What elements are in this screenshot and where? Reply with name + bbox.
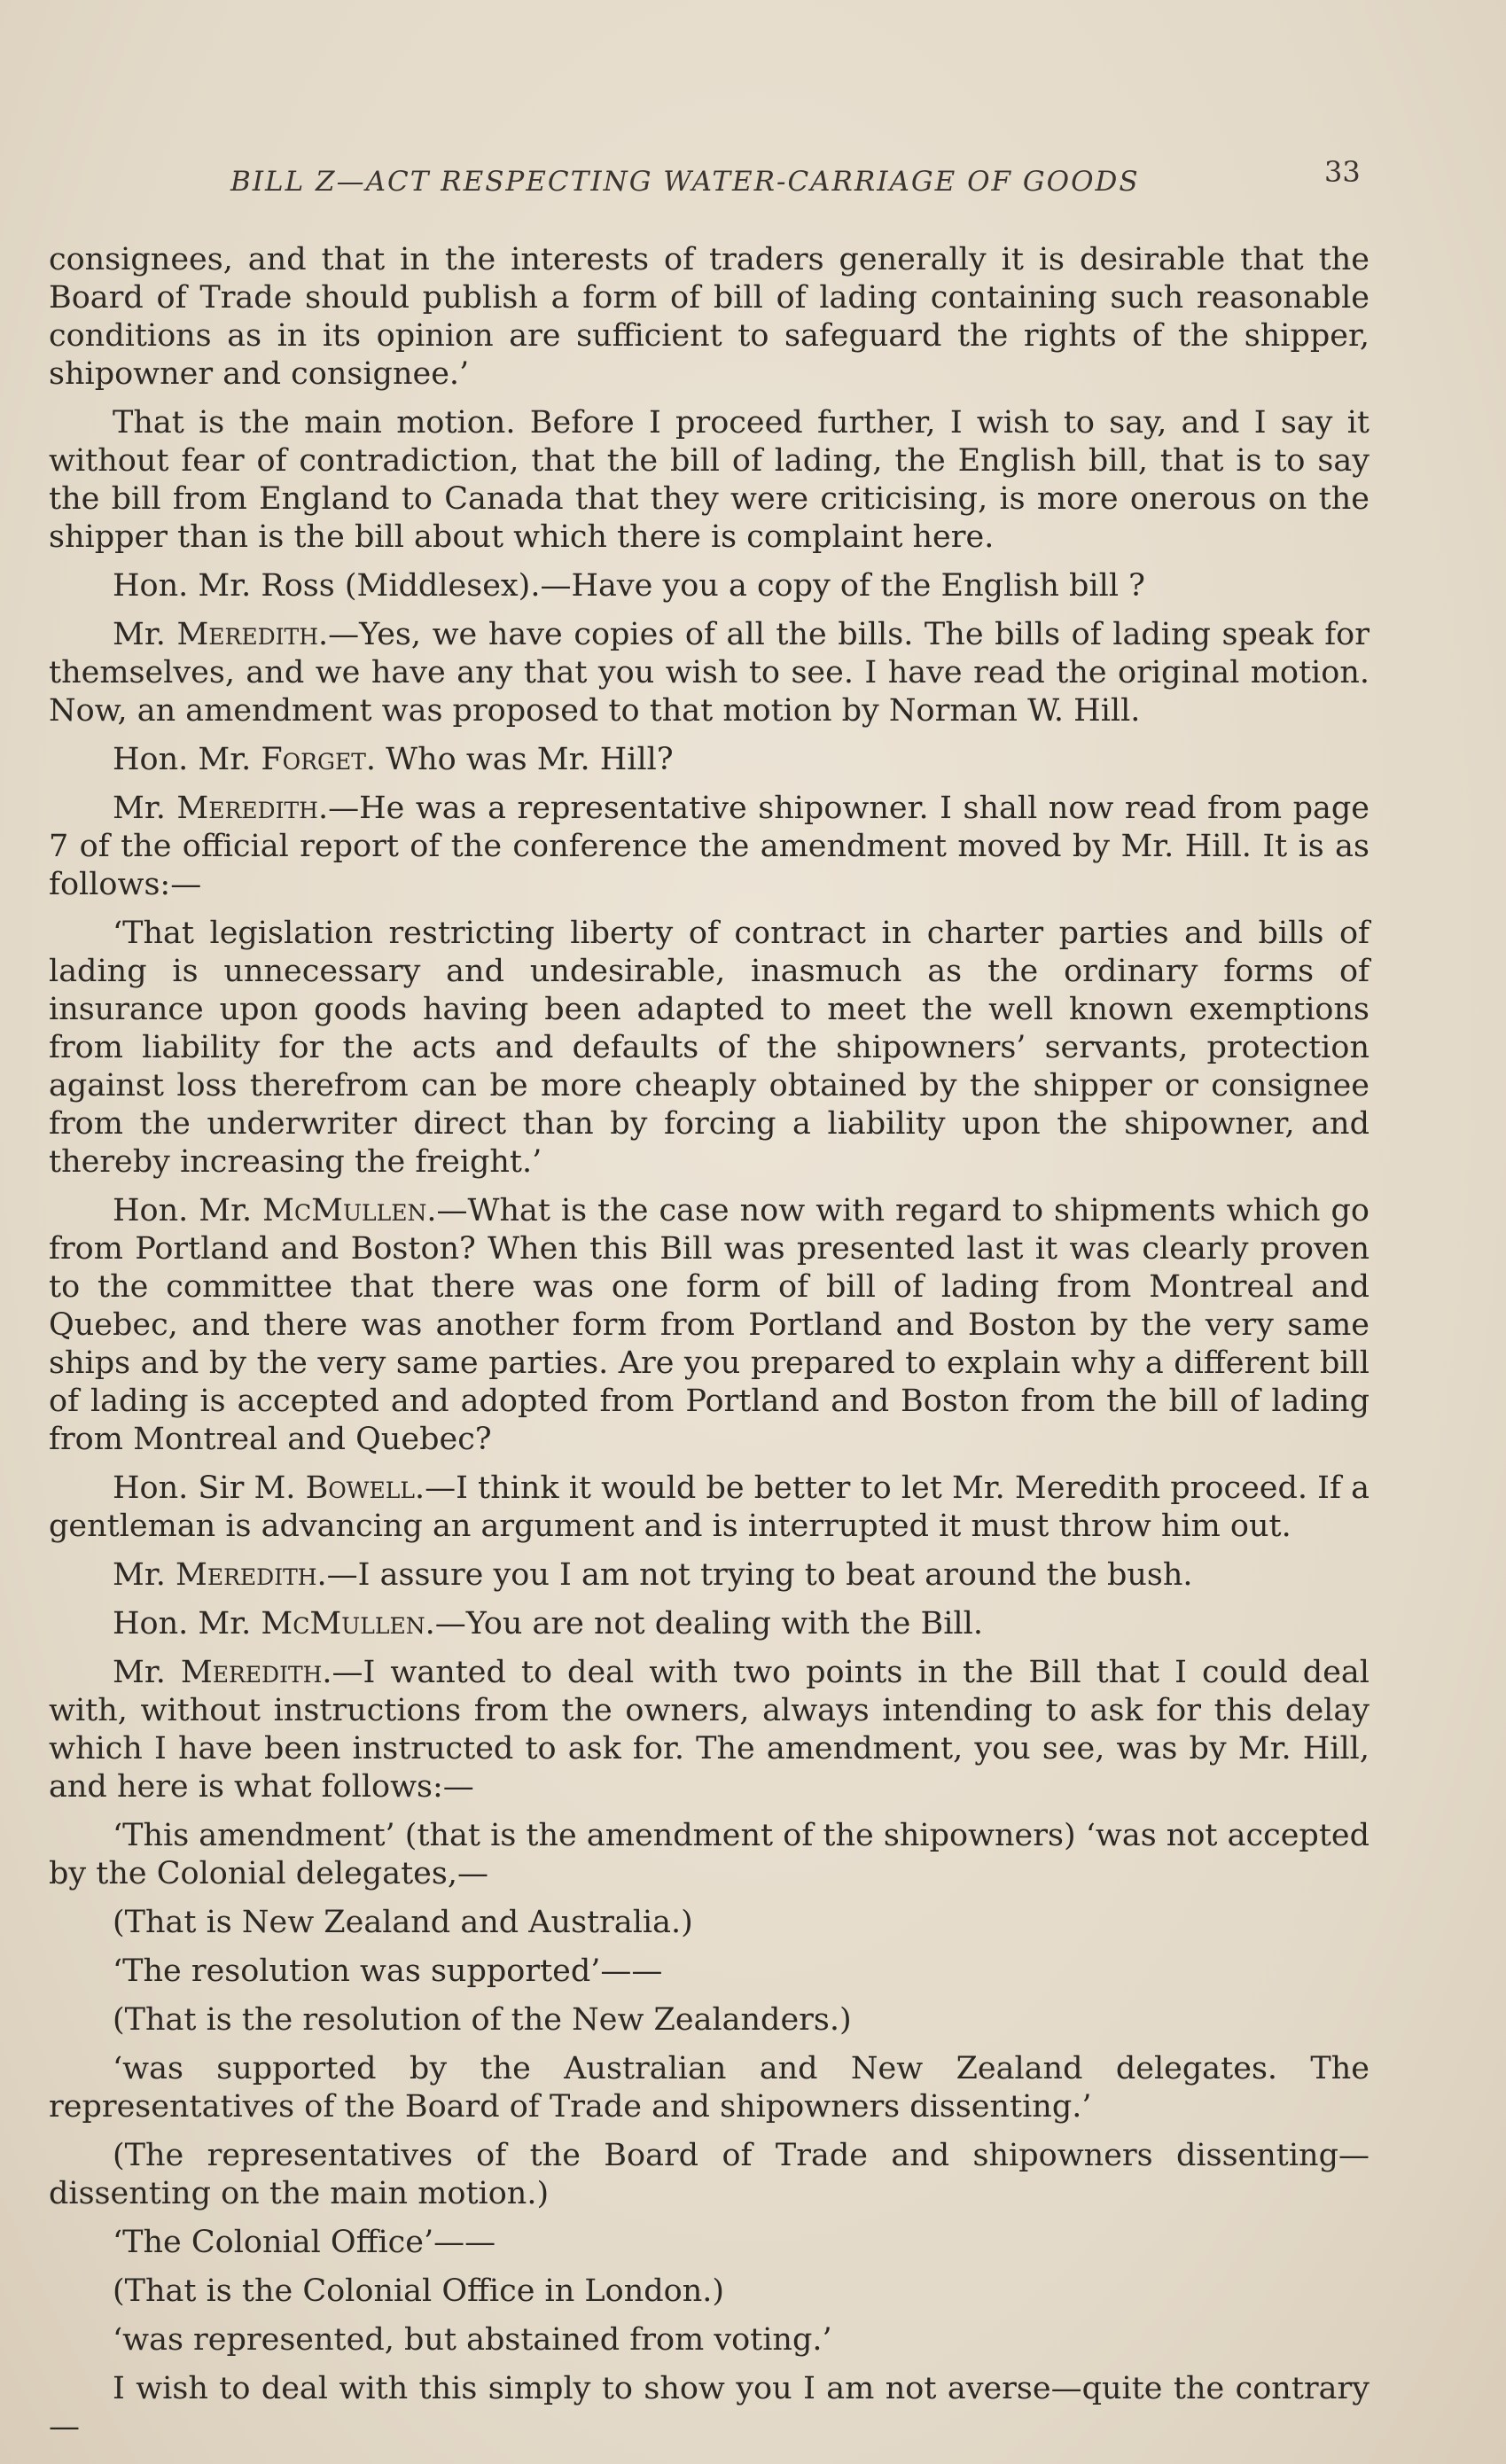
speech-paragraph: Hon. Mr. McMullen.—What is the case now with regard to shipments which go from Portland and Boston? When this Bill was presented last it was clearly proven to the committee that there was one form of bill of lading from Montreal and Quebec, and there was another form from Portland and Boston by the very same ships and by the very same parties. Are you prepared to explain why a different bill of lading is accepted and adopted from Portland and Boston from the bill of lading from Montreal and Quebec? — [49, 1193, 1369, 1457]
speaker: Forget — [261, 742, 366, 777]
speaker: McMullen — [262, 1193, 427, 1228]
paragraph: (That is New Zealand and Australia.) — [113, 1905, 693, 1940]
speech-paragraph: Mr. Meredith.—I wanted to deal with two points in the Bill that I could deal with, without instructions from the owners, always intending to ask for this delay which I have been instructed to ask for. The amendment, you see, was by Mr. Hill, and here is what follows:— — [49, 1655, 1369, 1805]
speech-paragraph: Hon. Sir M. Bowell.—I think it would be better to let Mr. Meredith proceed. If a gentleman is advancing an argument and is interrupted it must throw him out. — [49, 1470, 1369, 1544]
quoted-paragraph: ‘That legislation restricting liberty of contract in charter parties and bills of lading is unnecessary and undesirable, inasmuch as the ordinary forms of insurance upon goods having been adapted to meet the well known exemptions from liability for the acts and defaults of the shipowners’ servants, protection against loss therefrom can be more cheaply obtained by the shipper or consignee from the underwriter direct than by forcing a liability upon the shipowner, and thereby increasing the freight.’ — [49, 916, 1369, 1180]
paragraph: (That is the resolution of the New Zealanders.) — [113, 2002, 852, 2038]
paragraph: (That is the Colonial Office in London.) — [113, 2273, 725, 2309]
speaker: Meredith — [175, 1557, 317, 1593]
speaker-prefix: Mr. — [113, 791, 177, 826]
speech-paragraph: Mr. Meredith.—He was a representative shipowner. I shall now read from page 7 of the official report of the conference the amendment moved by Mr. Hill. It is as follows:— — [49, 791, 1369, 902]
speaker-prefix: Mr. — [113, 1557, 176, 1593]
speech-paragraph: Hon. Mr. McMullen.—You are not dealing with the Bill. — [113, 1606, 983, 1641]
quoted-paragraph: ‘This amendment’ (that is the amendment of the shipowners) ‘was not accepted by the Colonial delegates,— — [49, 1818, 1369, 1891]
speech-paragraph: Hon. Mr. Ross (Middlesex).—Have you a copy of the English bill ? — [113, 568, 1145, 604]
paragraph: (The representatives of the Board of Trade and shipowners dissenting—dissenting on the main motion.) — [49, 2138, 1369, 2211]
page-header — [0, 155, 1506, 208]
speaker: Hon. Mr. Ross — [113, 568, 335, 604]
speaker-prefix: Mr. — [113, 1655, 181, 1690]
speaker-prefix: Mr. — [113, 617, 177, 652]
speaker: Meredith — [176, 791, 318, 826]
speaker: Meredith — [180, 1655, 323, 1690]
speech-paragraph: Hon. Mr. Forget. Who was Mr. Hill? — [113, 742, 674, 777]
speaker-prefix: Hon. Mr. — [113, 1606, 261, 1641]
paragraph: consignees, and that in the interests of traders generally it is desirable that the Board of Trade should publish a form of bill of lading containing such reasonable conditions as in its opinion are sufficient to safeguard the rights of the shipper, shipowner and consignee.’ — [49, 242, 1369, 392]
quoted-paragraph: ‘The resolution was supported’—— — [113, 1953, 663, 1989]
body-text — [49, 241, 1369, 2457]
quoted-paragraph: ‘The Colonial Office’—— — [113, 2225, 496, 2260]
speaker-prefix: Hon. Sir M. — [113, 1470, 306, 1506]
paragraph: That is the main motion. Before I proceed further, I wish to say, and I say it without fear of contradiction, that the bill of lading, the English bill, that is to say the bill from England to Canada that they were criticising, is more onerous on the shipper than is the bill about which there is complaint here. — [49, 405, 1369, 555]
speaker-prefix: Hon. Mr. — [113, 1193, 263, 1228]
speaker: Bowell — [305, 1470, 415, 1506]
paragraph: I wish to deal with this simply to show you I am not averse—quite the contrary— — [49, 2371, 1369, 2445]
quoted-paragraph: ‘was represented, but abstained from voting.’ — [113, 2322, 832, 2358]
page-number: 33 — [1324, 155, 1361, 189]
speaker: McMullen — [261, 1606, 425, 1641]
quoted-paragraph: ‘was supported by the Australian and New Zealand delegates. The representatives of the Board of Trade and shipowners dissenting.’ — [49, 2051, 1369, 2125]
running-head: BILL Z—ACT RESPECTING WATER-CARRIAGE OF GOODS — [230, 166, 1140, 198]
speech-paragraph: Mr. Meredith.—I assure you I am not trying to beat around the bush. — [113, 1557, 1193, 1593]
speech-paragraph: Mr. Meredith.—Yes, we have copies of all the bills. The bills of lading speak for themselves, and we have any that you wish to see. I have read the original motion. Now, an amendment was proposed to that motion by Norman W. Hill. — [49, 617, 1369, 729]
speaker-prefix: Hon. Mr. — [113, 742, 261, 777]
speaker: Meredith — [176, 617, 319, 652]
